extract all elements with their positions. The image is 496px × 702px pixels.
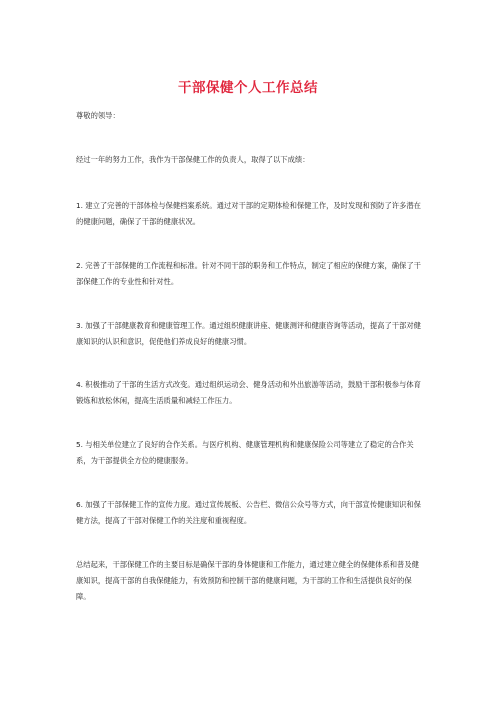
achievement-item-1: 1. 建立了完善的干部体检与保健档案系统。通过对干部的定期体检和保健工作，及时发现和预防了许多潜在的健康问题，确保了干部的健康状况。 <box>76 201 421 226</box>
intro-paragraph: 经过一年的努力工作，我作为干部保健工作的负责人，取得了以下成绩： <box>76 155 310 164</box>
achievement-item-6: 6. 加强了干部保健工作的宣传力度。通过宣传展板、公告栏、微信公众号等方式，向干部宣传健康知识和保健方法，提高了干部对保健工作的关注度和重视程度。 <box>76 500 421 525</box>
achievement-item-2: 2. 完善了干部保健的工作流程和标准。针对不同干部的职务和工作特点，制定了相应的保健方案，确保了干部保健工作的专业性和针对性。 <box>76 261 421 286</box>
summary-paragraph: 总结起来，干部保健工作的主要目标是确保干部的身体健康和工作能力，通过建立健全的保健体系和普及健康知识，提高干部的自我保健能力，有效预防和控制干部的健康问题，为干部的工作和生活提供良好的保障。 <box>76 560 419 601</box>
achievement-item-3: 3. 加强了干部健康教育和健康管理工作。通过组织健康讲座、健康测评和健康咨询等活动，提高了干部对健康知识的认识和意识，促使他们养成良好的健康习惯。 <box>76 321 421 346</box>
achievement-item-4: 4. 积极推动了干部的生活方式改变。通过组织运动会、健身活动和外出旅游等活动，鼓励干部积极参与体育锻炼和放松休闲，提高生活质量和减轻工作压力。 <box>76 380 421 405</box>
document-title: 干部保健个人工作总结 <box>178 80 318 96</box>
greeting: 尊敬的领导： <box>76 111 120 120</box>
achievement-item-5: 5. 与相关单位建立了良好的合作关系。与医疗机构、健康管理机构和健康保险公司等建立了稳定的合作关系，为干部提供全方位的健康服务。 <box>76 440 414 465</box>
